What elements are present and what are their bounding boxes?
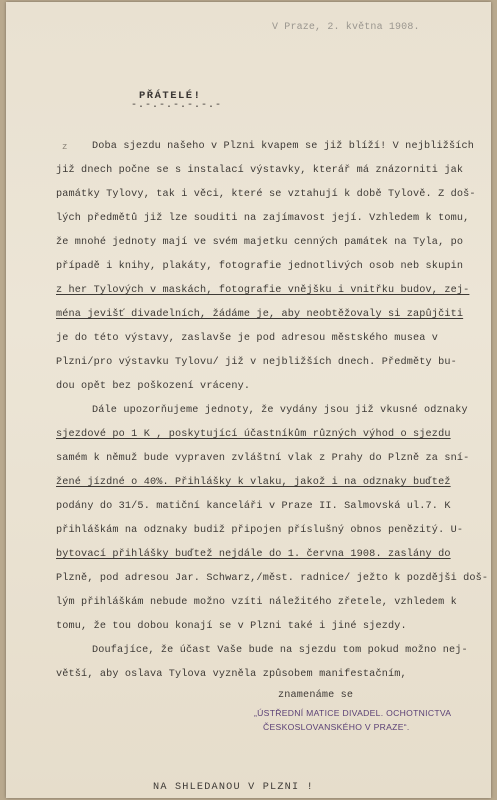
body-line-underlined: ména jevišť divadelních, žádáme je, aby neobtěžovaly si zapůjčiti (56, 309, 464, 320)
sign-off: znamenáme se (278, 690, 354, 701)
body-line: je do této výstavy, zaslavše je pod adresou městského musea v (56, 333, 439, 344)
body-line: lým přihláškám nebude možno vzíti náležitého zřetele, vzhledem k (56, 597, 457, 608)
title-underline: -.-.-.-.-.-.- (131, 100, 223, 111)
body-line: přihláškám na odznaky budiž připojen příslušný obnos penězitý. U- (56, 525, 464, 536)
body-line: dou opět bez poškození vráceny. (56, 381, 251, 392)
closing-line: NA SHLEDANOU V PLZNI ! (153, 782, 314, 793)
body-line: podány do 31/5. matiční kanceláři v Praze II. Salmovská ul.7. K (56, 501, 451, 512)
body-line-underlined: žené jízdné o 40%. Přihlášky k vlaku, jakož i na odznaky buďtež (56, 477, 451, 488)
body-line-underlined: bytovací přihlášky buďtež nejdále do 1. června 1908. zaslány do (56, 549, 451, 560)
body-line: Plzně, pod adresou Jar. Schwarz,/měst. radnice/ ježto k pozdějši doš- (56, 573, 489, 584)
body-line: Plzni/pro výstavku Tylovu/ již v nejbližších dnech. Předměty bu- (56, 357, 457, 368)
body-line: památky Tylovy, tak i věci, které se vztahují k době Tylově. Z doš- (56, 189, 476, 200)
letter-page (6, 2, 491, 798)
body-line: již dnech počne se s instalací výstavky, kterář má znázorniti jak (56, 165, 464, 176)
salutation-title: PŘÁTELÉ! (139, 90, 202, 102)
body-line: samém k němuž bude vypraven zvláštní vlak z Prahy do Plzně za sní- (56, 453, 470, 464)
body-line: Dále upozorňujeme jednoty, že vydány jsou již vkusné odznaky (92, 405, 468, 416)
date-line: V Praze, 2. května 1908. (272, 22, 420, 33)
organization-stamp-line: „ÚSTŘEDNÍ MATICE DIVADEL. OCHOTNICTVA (254, 708, 452, 718)
organization-stamp-line: ČESKOSLOVANSKÉHO V PRAZE“. (263, 722, 410, 732)
body-line: větší, aby oslava Tylova vyzněla způsobem manifestačním, (56, 669, 407, 680)
body-line: tomu, že tou dobou konají se v Plzni také i jiné sjezdy. (56, 621, 407, 632)
body-line: Doufajíce, že účast Vaše bude na sjezdu tom pokud možno nej- (92, 645, 468, 656)
body-line-underlined: sjezdové po 1 K , poskytující účastníkům různých výhod o sjezdu (56, 429, 451, 440)
body-line: Doba sjezdu našeho v Plzni kvapem se již blíží! V nejbližších (92, 141, 475, 152)
margin-mark: z (62, 142, 68, 152)
body-line: lých předmětů již lze souditi na zajímavost její. Vzhledem k tomu, (56, 213, 470, 224)
body-line: že mnohé jednoty mají ve svém majetku cenných památek na Tyla, po (56, 237, 464, 248)
body-line: případě i knihy, plakáty, fotografie jednotlivých osob neb skupin (56, 261, 464, 272)
body-line-underlined: z her Tylových v maskách, fotografie vnějšku i vnitřku budov, zej- (56, 285, 470, 296)
